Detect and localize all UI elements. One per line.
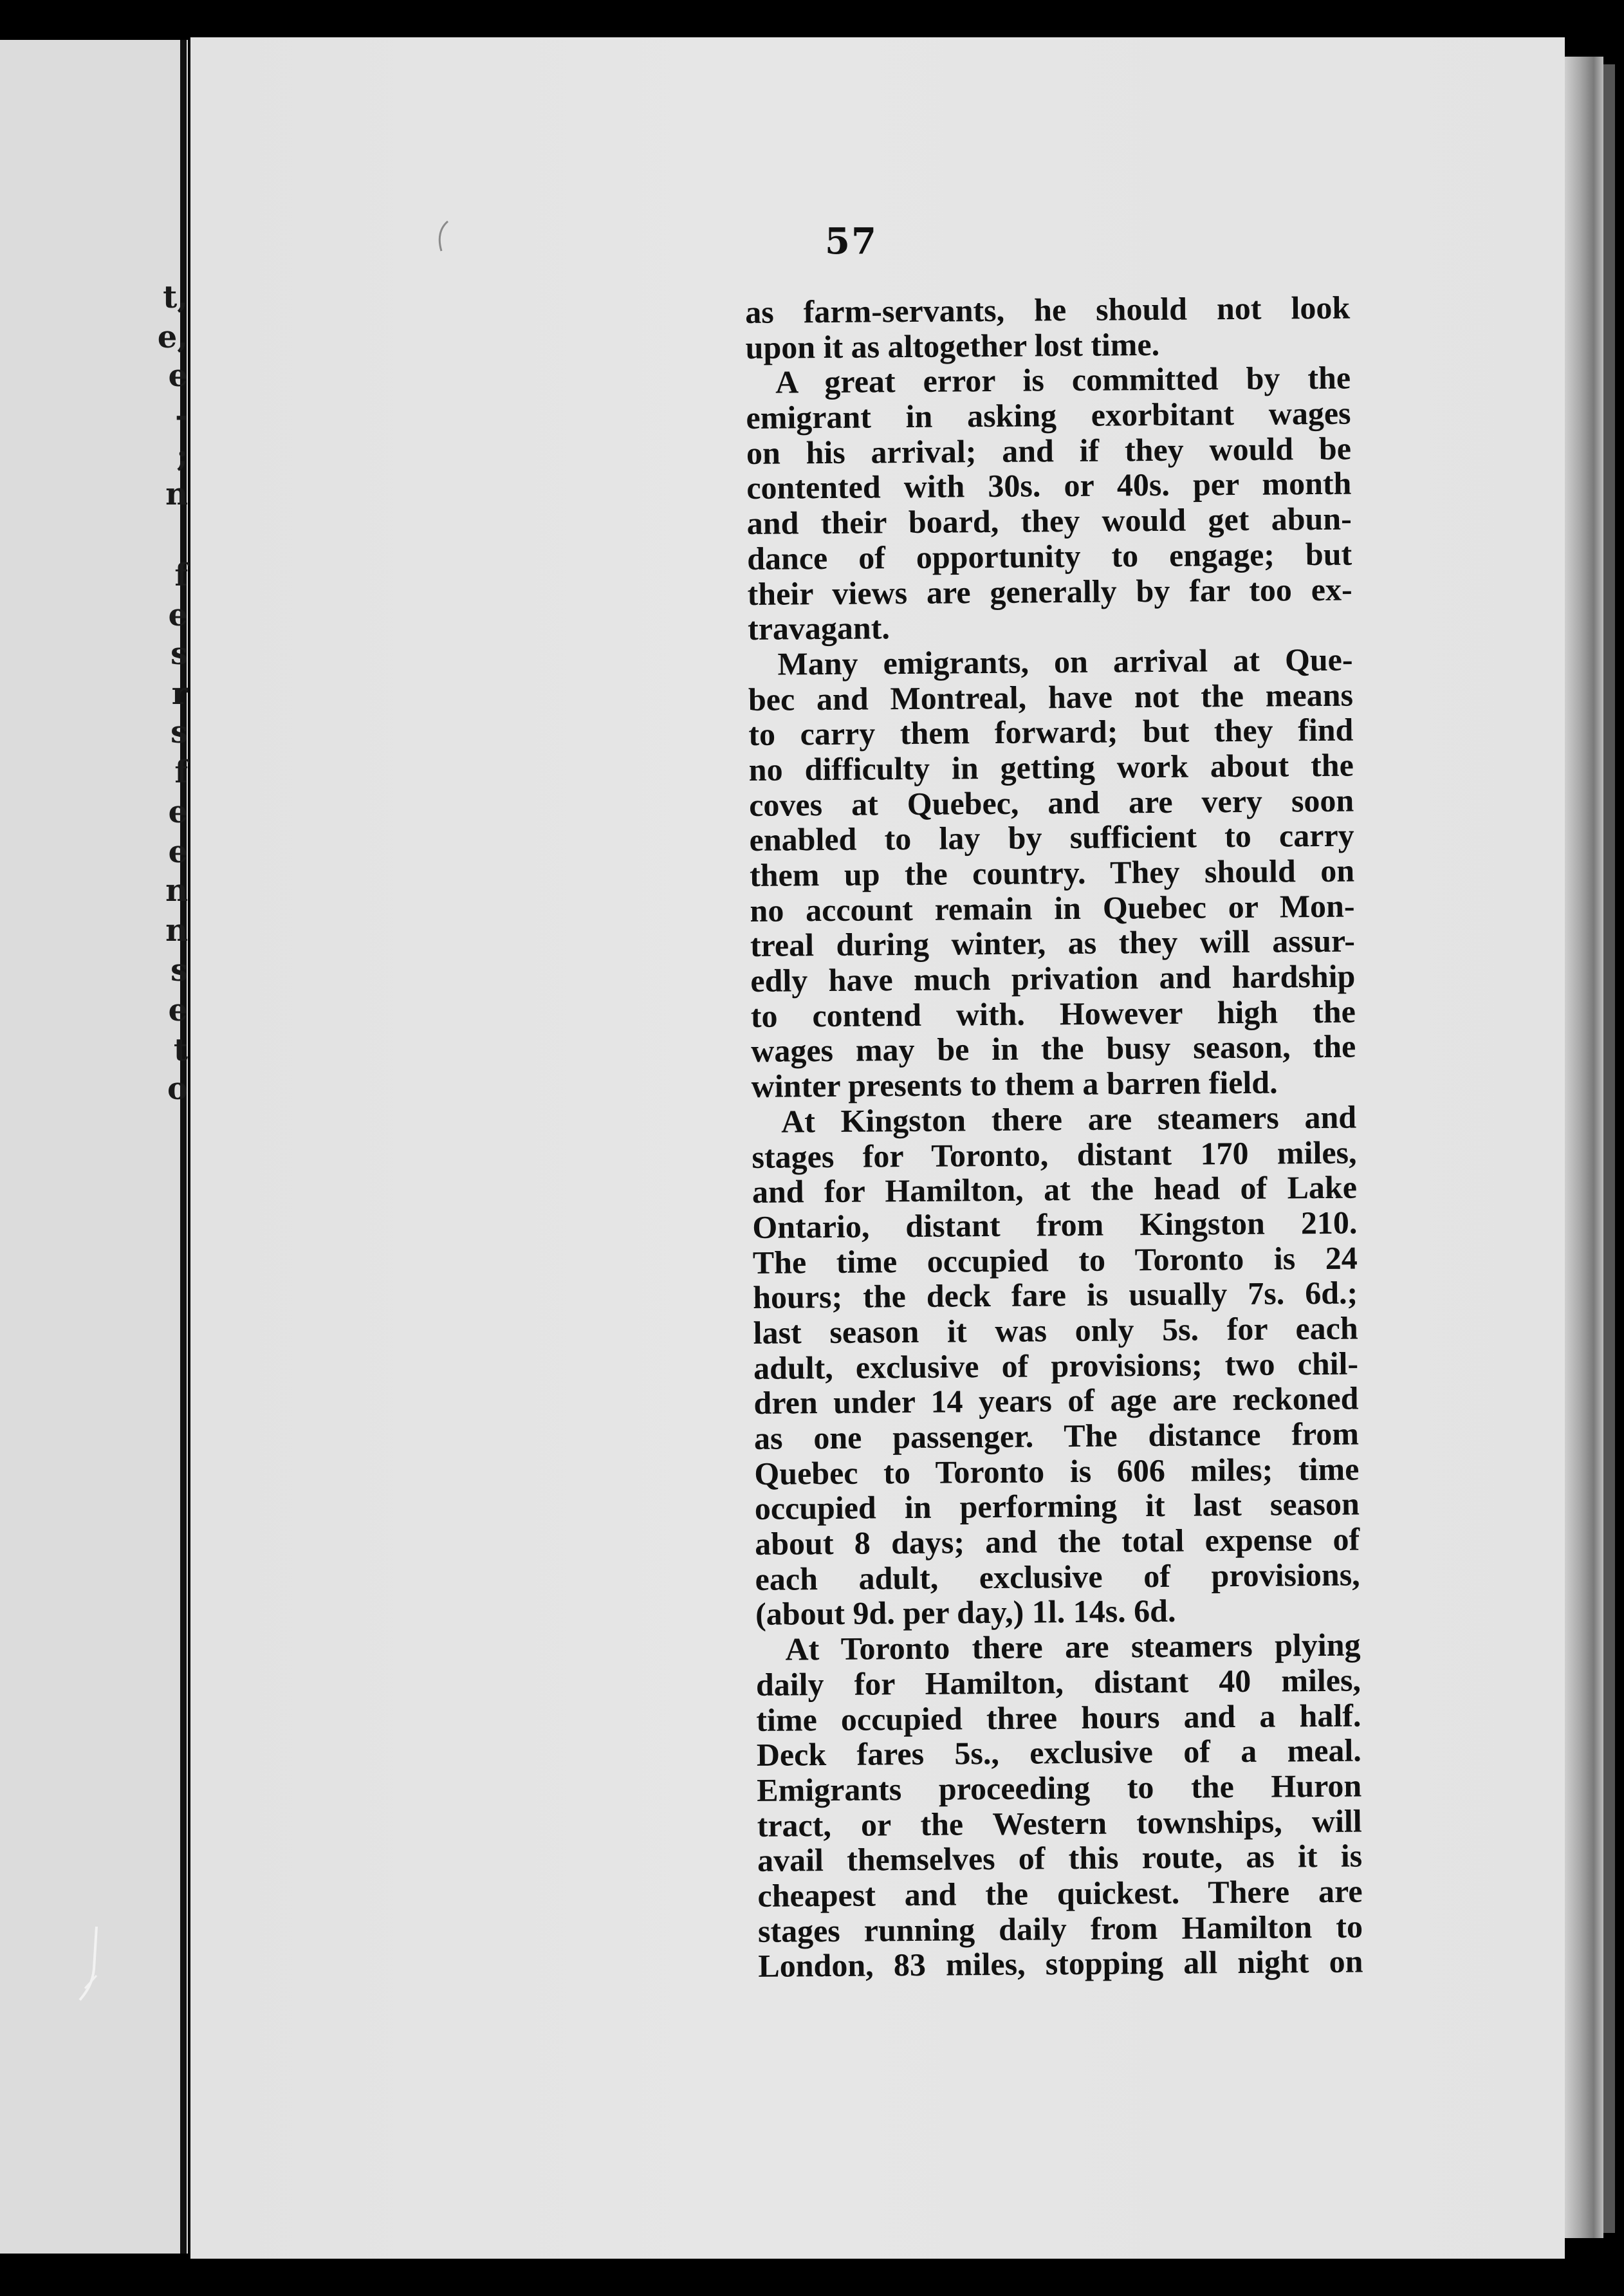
text-line: on his arrival; and if they would be [746, 430, 1352, 471]
text-line: winter presents to them a barren field. [751, 1064, 1278, 1105]
text-line: each adult, exclusive of provisions, [755, 1556, 1360, 1597]
text-line: avail themselves of this route, as it is [757, 1837, 1363, 1879]
text-line: to carry them forward; but they find [748, 711, 1354, 753]
text-line: adult, exclusive of provisions; two chil- [753, 1345, 1359, 1386]
left-page-fragment: n [165, 873, 188, 909]
text-line: stages for Toronto, distant 170 miles, [752, 1134, 1357, 1175]
text-line: upon it as altogether lost time. [745, 326, 1160, 366]
text-line: At Toronto there are steamers plying [785, 1626, 1361, 1667]
left-page-fragment: s [170, 952, 188, 988]
left-facing-page [0, 40, 188, 2254]
text-line: hours; the deck fare is usually 7s. 6d.; [753, 1274, 1358, 1316]
left-page-fragment: f [174, 754, 188, 790]
left-page-fragment: r [171, 676, 188, 712]
text-line: no account remain in Quebec or Mon- [750, 887, 1355, 929]
text-line: daily for Hamilton, distant 40 miles, [755, 1662, 1361, 1703]
text-line: to contend with. However high the [750, 993, 1356, 1034]
text-line: about 8 days; and the total expense of [755, 1521, 1360, 1562]
text-line: London, 83 miles, stopping all night on [758, 1943, 1363, 1985]
text-line: dren under 14 years of age are reckoned [753, 1380, 1359, 1421]
page-edge-shadow [1603, 64, 1615, 2233]
text-line: Emigrants proceeding to the Huron [757, 1767, 1362, 1808]
text-line: Ontario, distant from Kingston 210. [752, 1204, 1358, 1245]
left-page-fragment: n [165, 912, 188, 949]
text-line: treal during winter, as they will assur- [750, 922, 1356, 964]
text-line: dance of opportunity to engage; but [746, 535, 1352, 577]
text-line: tract, or the Western townships, will [757, 1802, 1362, 1844]
text-line: bec and Montreal, have not the means [748, 676, 1354, 718]
text-line: Deck fares 5s., exclusive of a meal. [756, 1732, 1362, 1773]
margin-mark [71, 1924, 109, 2014]
pencil-mark [435, 219, 452, 255]
left-page-fragment: t [173, 1032, 188, 1068]
body-text [745, 290, 1363, 1984]
text-line: emigrant in asking exorbitant wages [746, 394, 1351, 436]
text-line: last season it was only 5s. for each [753, 1310, 1358, 1351]
text-line: travagant. [747, 609, 890, 647]
text-line: coves at Quebec, and are very soon [749, 782, 1354, 823]
text-line: their views are generally by far too ex- [747, 571, 1352, 612]
left-page-fragment: e [168, 358, 188, 394]
text-line: The time occupied to Toronto is 24 [752, 1239, 1358, 1281]
text-line: occupied in performing it last season [754, 1485, 1360, 1527]
text-line: (about 9d. per day,) 1l. 14s. 6d. [755, 1593, 1176, 1633]
text-line: as one passenger. The distance from [753, 1415, 1360, 1456]
left-page-fragment: e [168, 597, 188, 633]
left-page-fragment: t, [163, 279, 188, 315]
left-page-fragment: e [168, 794, 188, 830]
left-page-fragment: e [168, 834, 188, 870]
text-line: A great error is committed by the [775, 359, 1351, 401]
left-page-fragment: s [170, 636, 188, 672]
text-line: and for Hamilton, at the head of Lake [752, 1169, 1358, 1210]
text-line: them up the country. They should on [749, 852, 1355, 893]
left-page-fragment: e, [157, 319, 188, 355]
text-line: Quebec to Toronto is 606 miles; time [754, 1450, 1360, 1492]
text-line: and their board, they would get abun- [746, 500, 1352, 542]
text-line: no difficulty in getting work about the [748, 746, 1354, 788]
text-line: edly have much privation and hardship [750, 958, 1356, 999]
page-edge-stack [1565, 57, 1603, 2238]
text-line: enabled to lay by sufficient to carry [749, 817, 1354, 858]
text-line: stages running daily from Hamilton to [757, 1908, 1363, 1949]
left-page-fragment: f [174, 557, 188, 593]
text-line: time occupied three hours and a half. [756, 1697, 1361, 1738]
left-page-fragment: o [167, 1071, 188, 1107]
text-line: wages may be in the busy season, the [751, 1028, 1356, 1069]
left-page-fragment: e [168, 992, 188, 1028]
left-page-fragment: - [175, 398, 188, 434]
text-line: Many emigrants, on arrival at Que- [777, 641, 1353, 682]
left-page-fragment: ; [176, 438, 188, 474]
page-number: 57 [825, 220, 878, 263]
left-page-fragment: n [165, 476, 188, 512]
left-page-fragment: s [170, 714, 188, 750]
text-line: as farm-servants, he should not look [744, 289, 1351, 330]
text-line: At Kingston there are steamers and [780, 1098, 1357, 1140]
text-line: cheapest and the quickest. There are [757, 1873, 1363, 1914]
text-line: contented with 30s. or 40s. per month [746, 465, 1352, 506]
